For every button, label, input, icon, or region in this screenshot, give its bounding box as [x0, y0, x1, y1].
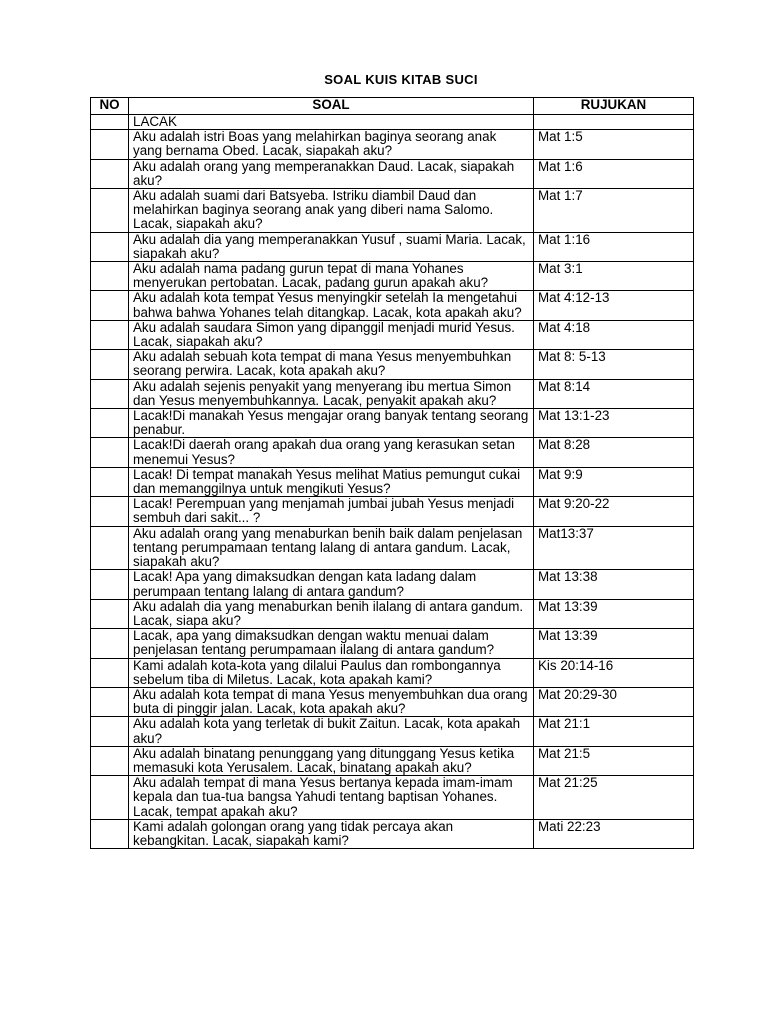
reference-cell: Mat 13:38 [534, 570, 694, 599]
no-cell [91, 409, 129, 438]
no-cell [91, 467, 129, 496]
reference-cell: Mat 8: 5-13 [534, 350, 694, 379]
question-cell: Aku adalah sejenis penyakit yang menyerang ibu mertua Simon dan Yesus menyembuhkannya. Lacak, penyakit apakah aku? [129, 379, 534, 408]
question-cell: Aku adalah kota tempat di mana Yesus menyembuhkan dua orang buta di pinggir jalan. Lacak, kota apakah aku? [129, 687, 534, 716]
no-cell [91, 497, 129, 526]
reference-cell: Mati 22:23 [534, 819, 694, 848]
question-cell: Aku adalah kota tempat Yesus menyingkir setelah Ia mengetahui bahwa bahwa Yohanes telah ditangkap. Lacak, kota apakah aku? [129, 291, 534, 320]
reference-cell: Kis 20:14-16 [534, 658, 694, 687]
no-cell [91, 819, 129, 848]
table-row [91, 320, 694, 349]
reference-cell: Mat 1:6 [534, 159, 694, 188]
table-row [91, 467, 694, 496]
table-row [91, 130, 694, 159]
reference-cell: Mat 21:1 [534, 717, 694, 746]
question-cell: Aku adalah dia yang menaburkan benih ilalang di antara gandum. Lacak, siapa aku? [129, 599, 534, 628]
question-cell: Aku adalah kota yang terletak di bukit Zaitun. Lacak, kota apakah aku? [129, 717, 534, 746]
section-label: LACAK [129, 115, 534, 130]
reference-cell: Mat 13:1-23 [534, 409, 694, 438]
reference-cell: Mat 1:5 [534, 130, 694, 159]
no-cell [91, 232, 129, 261]
header-soal: SOAL [129, 98, 534, 115]
no-cell [91, 629, 129, 658]
quiz-table [90, 97, 694, 849]
reference-cell: Mat 13:39 [534, 629, 694, 658]
no-cell [91, 262, 129, 291]
no-cell [91, 746, 129, 775]
table-row [91, 629, 694, 658]
no-cell [91, 526, 129, 570]
table-row [91, 189, 694, 233]
table-row [91, 232, 694, 261]
reference-cell: Mat 20:29-30 [534, 687, 694, 716]
reference-cell: Mat 8:28 [534, 438, 694, 467]
section-ref-cell [534, 115, 694, 130]
table-header-row [91, 98, 694, 115]
table-row [91, 599, 694, 628]
no-cell [91, 291, 129, 320]
no-cell [91, 350, 129, 379]
reference-cell: Mat 21:5 [534, 746, 694, 775]
reference-cell: Mat 1:16 [534, 232, 694, 261]
table-row [91, 409, 694, 438]
question-cell: Aku adalah sebuah kota tempat di mana Yesus menyembuhkan seorang perwira. Lacak, kota apakah aku? [129, 350, 534, 379]
reference-cell: Mat 3:1 [534, 262, 694, 291]
question-cell: Aku adalah tempat di mana Yesus bertanya kepada imam-imam kepala dan tua-tua bangsa Yahudi tentang baptisan Yohanes. Lacak, tempat apakah aku? [129, 776, 534, 820]
reference-cell: Mat 8:14 [534, 379, 694, 408]
header-rujukan: RUJUKAN [534, 98, 694, 115]
table-row [91, 526, 694, 570]
table-row [91, 658, 694, 687]
table-row [91, 291, 694, 320]
question-cell: Aku adalah dia yang memperanakkan Yusuf , suami Maria. Lacak, siapakah aku? [129, 232, 534, 261]
section-row [91, 115, 694, 130]
question-cell: Aku adalah nama padang gurun tepat di mana Yohanes menyerukan pertobatan. Lacak, padang gurun apakah aku? [129, 262, 534, 291]
header-no: NO [91, 98, 129, 115]
question-cell: Lacak! Di tempat manakah Yesus melihat Matius pemungut cukai dan memanggilnya untuk mengikuti Yesus? [129, 467, 534, 496]
table-row [91, 746, 694, 775]
table-row [91, 497, 694, 526]
table-row [91, 819, 694, 848]
question-cell: Aku adalah orang yang memperanakkan Daud. Lacak, siapakah aku? [129, 159, 534, 188]
table-row [91, 570, 694, 599]
document-title: SOAL KUIS KITAB SUCI [324, 72, 478, 87]
no-cell [91, 687, 129, 716]
table-row [91, 687, 694, 716]
no-cell [91, 379, 129, 408]
no-cell [91, 159, 129, 188]
question-cell: Lacak!Di manakah Yesus mengajar orang banyak tentang seorang penabur. [129, 409, 534, 438]
no-cell [91, 130, 129, 159]
reference-cell: Mat13:37 [534, 526, 694, 570]
no-cell [91, 776, 129, 820]
table-row [91, 717, 694, 746]
reference-cell: Mat 1:7 [534, 189, 694, 233]
no-cell [91, 438, 129, 467]
question-cell: Kami adalah golongan orang yang tidak percaya akan kebangkitan. Lacak, siapakah kami? [129, 819, 534, 848]
question-cell: Aku adalah orang yang menaburkan benih baik dalam penjelasan tentang perumpamaan tentang lalang di antara gandum. Lacak, siapakah aku? [129, 526, 534, 570]
question-cell: Aku adalah istri Boas yang melahirkan baginya seorang anak yang bernama Obed. Lacak, siapakah aku? [129, 130, 534, 159]
question-cell: Lacak! Perempuan yang menjamah jumbai jubah Yesus menjadi sembuh dari sakit... ? [129, 497, 534, 526]
question-cell: Aku adalah saudara Simon yang dipanggil menjadi murid Yesus. Lacak, siapakah aku? [129, 320, 534, 349]
section-no-cell [91, 115, 129, 130]
reference-cell: Mat 9:9 [534, 467, 694, 496]
table-row [91, 776, 694, 820]
table-row [91, 262, 694, 291]
reference-cell: Mat 13:39 [534, 599, 694, 628]
question-cell: Kami adalah kota-kota yang dilalui Paulus dan rombongannya sebelum tiba di Miletus. Lacak, kota apakah kami? [129, 658, 534, 687]
question-cell: Aku adalah suami dari Batsyeba. Istriku diambil Daud dan melahirkan baginya seorang anak yang diberi nama Salomo. Lacak, siapakah aku? [129, 189, 534, 233]
question-cell: Aku adalah binatang penunggang yang ditunggang Yesus ketika memasuki kota Yerusalem. Lacak, binatang apakah aku? [129, 746, 534, 775]
no-cell [91, 320, 129, 349]
no-cell [91, 599, 129, 628]
reference-cell: Mat 4:12-13 [534, 291, 694, 320]
no-cell [91, 717, 129, 746]
table-row [91, 438, 694, 467]
table-row [91, 350, 694, 379]
table-row [91, 159, 694, 188]
no-cell [91, 189, 129, 233]
reference-cell: Mat 21:25 [534, 776, 694, 820]
no-cell [91, 570, 129, 599]
question-cell: Lacak, apa yang dimaksudkan dengan waktu menuai dalam penjelasan tentang perumpamaan ilalang di antara gandum? [129, 629, 534, 658]
question-cell: Lacak!Di daerah orang apakah dua orang yang kerasukan setan menemui Yesus? [129, 438, 534, 467]
no-cell [91, 658, 129, 687]
question-cell: Lacak! Apa yang dimaksudkan dengan kata ladang dalam perumpaan tentang lalang di antara gandum? [129, 570, 534, 599]
reference-cell: Mat 4:18 [534, 320, 694, 349]
reference-cell: Mat 9:20-22 [534, 497, 694, 526]
table-row [91, 379, 694, 408]
